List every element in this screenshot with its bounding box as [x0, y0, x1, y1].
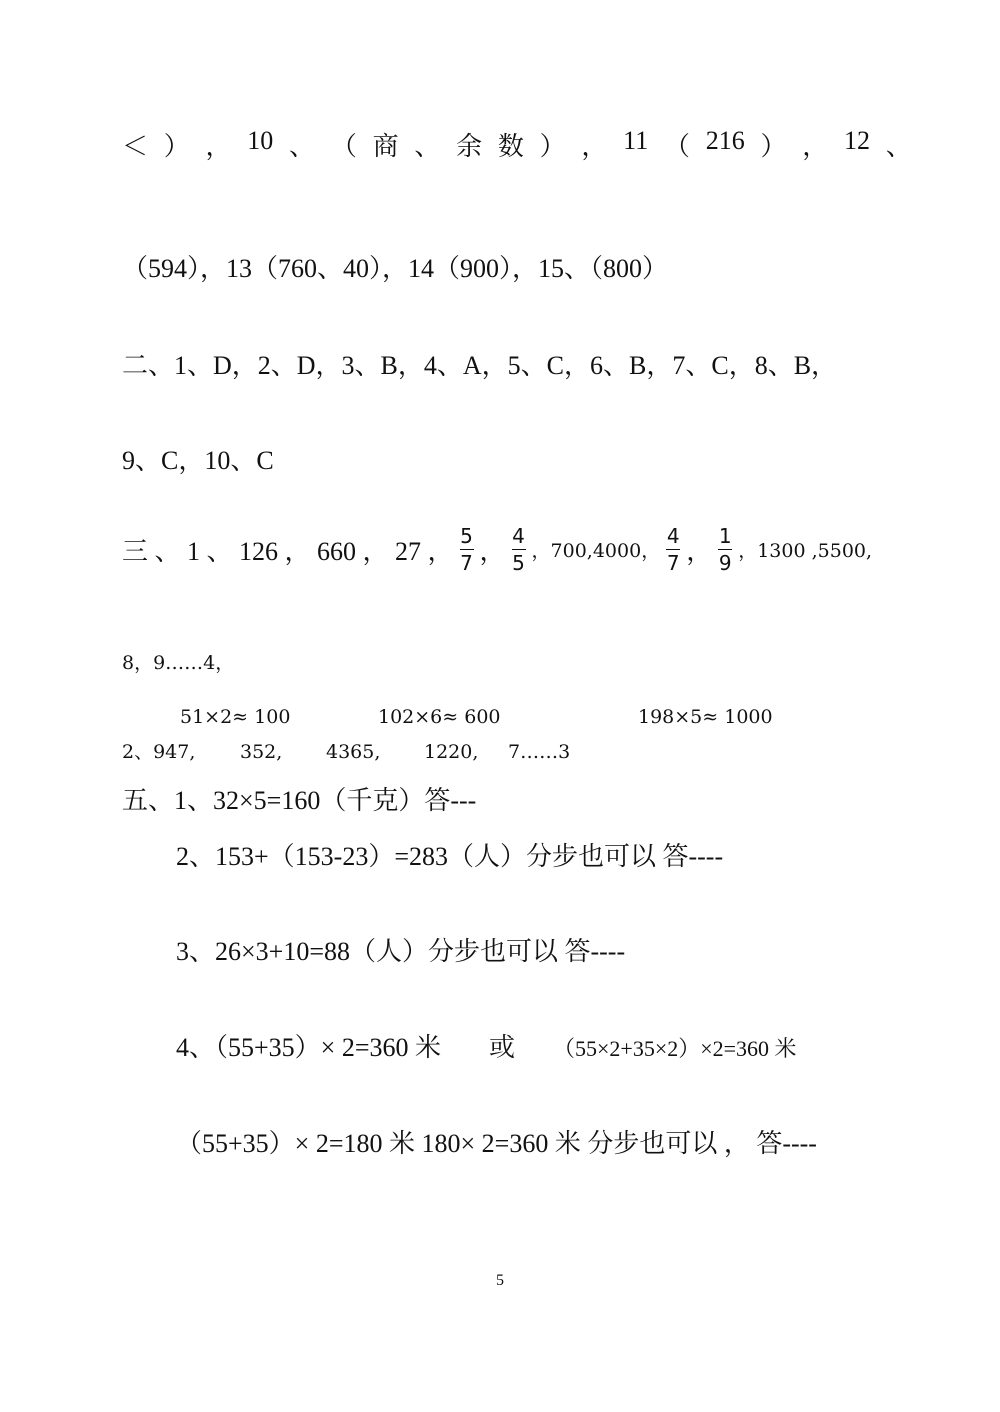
- fraction-5-7: [460, 525, 474, 574]
- result-item: 1220,: [424, 741, 479, 763]
- fraction-denominator: 5: [512, 551, 525, 575]
- fraction-numerator: 1: [718, 524, 732, 548]
- result-item: 2、947,: [122, 741, 196, 763]
- line-1-token: 、: [885, 132, 912, 161]
- fraction-bar: [460, 549, 474, 550]
- line-1-token: ，: [205, 132, 232, 161]
- line-1-token: 216: [705, 126, 745, 155]
- fraction-4-7: [666, 525, 680, 574]
- fraction-numerator: 5: [460, 524, 473, 548]
- answer-line-section-2: 二、1、D，2、D，3、B，4、A，5、C，6、B，7、C，8、B，: [122, 351, 838, 380]
- line-1-token: 11: [623, 126, 649, 155]
- fraction-denominator: 9: [718, 551, 732, 575]
- section-3-prefix: 三 、 1 、 126 ， 660 ， 27 ，: [122, 537, 454, 566]
- answer-line-section-5: 五、1、32×5=160（千克）答---: [122, 786, 477, 815]
- line-1-token: 、: [414, 132, 441, 161]
- line-1-token: ）: [163, 132, 190, 161]
- separator: ，: [479, 537, 506, 566]
- result-item: 4365,: [326, 741, 381, 763]
- line-1-token: 数: [497, 132, 524, 161]
- estimation-item: 102×6≈ 600: [378, 706, 501, 728]
- line-1-token: ＜: [122, 132, 149, 161]
- fraction-bar: [512, 549, 526, 550]
- line-1-token: ）: [760, 132, 787, 161]
- answer-line-3-2: [122, 737, 570, 764]
- answer-line-5-2: 2、153+（153-23）=283（人）分步也可以 答----: [176, 842, 724, 871]
- line-1-token: ，: [802, 132, 829, 161]
- method-2: （55×2+35×2）×2=360 米: [553, 1036, 797, 1061]
- answer-line-5-4-cont: （55+35）× 2=180 米 180× 2=360 米 分步也可以 ， 答----: [176, 1129, 817, 1158]
- fraction-denominator: 7: [460, 551, 473, 575]
- fraction-bar: [666, 549, 680, 550]
- line-1-token: 商: [372, 132, 399, 161]
- fraction-numerator: 4: [666, 524, 680, 548]
- fraction-denominator: 7: [666, 551, 680, 575]
- section-3-middle: ，700,4000，: [531, 540, 661, 562]
- answer-line-section-3: [122, 525, 872, 574]
- result-item: 352,: [240, 741, 283, 763]
- method-1: 4、（55+35）× 2=360 米: [176, 1033, 441, 1062]
- answer-line-section-2-cont: 9、C，10、C: [122, 446, 274, 475]
- line-1-token: （: [330, 132, 357, 161]
- answer-line-1: [122, 126, 912, 163]
- line-1-token: ）: [539, 132, 566, 161]
- answer-line-5-3: 3、26×3+10=88（人）分步也可以 答----: [176, 937, 626, 966]
- fraction-numerator: 4: [512, 524, 525, 548]
- line-1-token: 10: [247, 126, 274, 155]
- answer-line-section-3-cont: 8，9……4，: [122, 652, 235, 674]
- line-1-token: （: [663, 132, 690, 161]
- page-number: 5: [496, 1272, 504, 1289]
- estimation-item: 51×2≈ 100: [180, 706, 291, 728]
- answer-line-2: （594），13（760、40），14（900），15、（800）: [122, 254, 669, 283]
- line-1-token: 、: [289, 132, 316, 161]
- separator: ，: [686, 537, 713, 566]
- estimation-line: [180, 706, 773, 728]
- fraction-4-5: [512, 525, 526, 574]
- line-1-token: ，: [581, 132, 608, 161]
- answer-line-5-4: [176, 1027, 797, 1064]
- fraction-1-9: [718, 525, 732, 574]
- line-1-token: 12: [844, 126, 871, 155]
- estimation-item: 198×5≈ 1000: [638, 706, 773, 728]
- line-1-token: 余: [456, 132, 483, 161]
- or-label: 或: [489, 1033, 516, 1062]
- result-item: 7……3: [508, 741, 571, 763]
- section-3-suffix: ，1300 ,5500,: [738, 540, 873, 562]
- fraction-bar: [718, 549, 732, 550]
